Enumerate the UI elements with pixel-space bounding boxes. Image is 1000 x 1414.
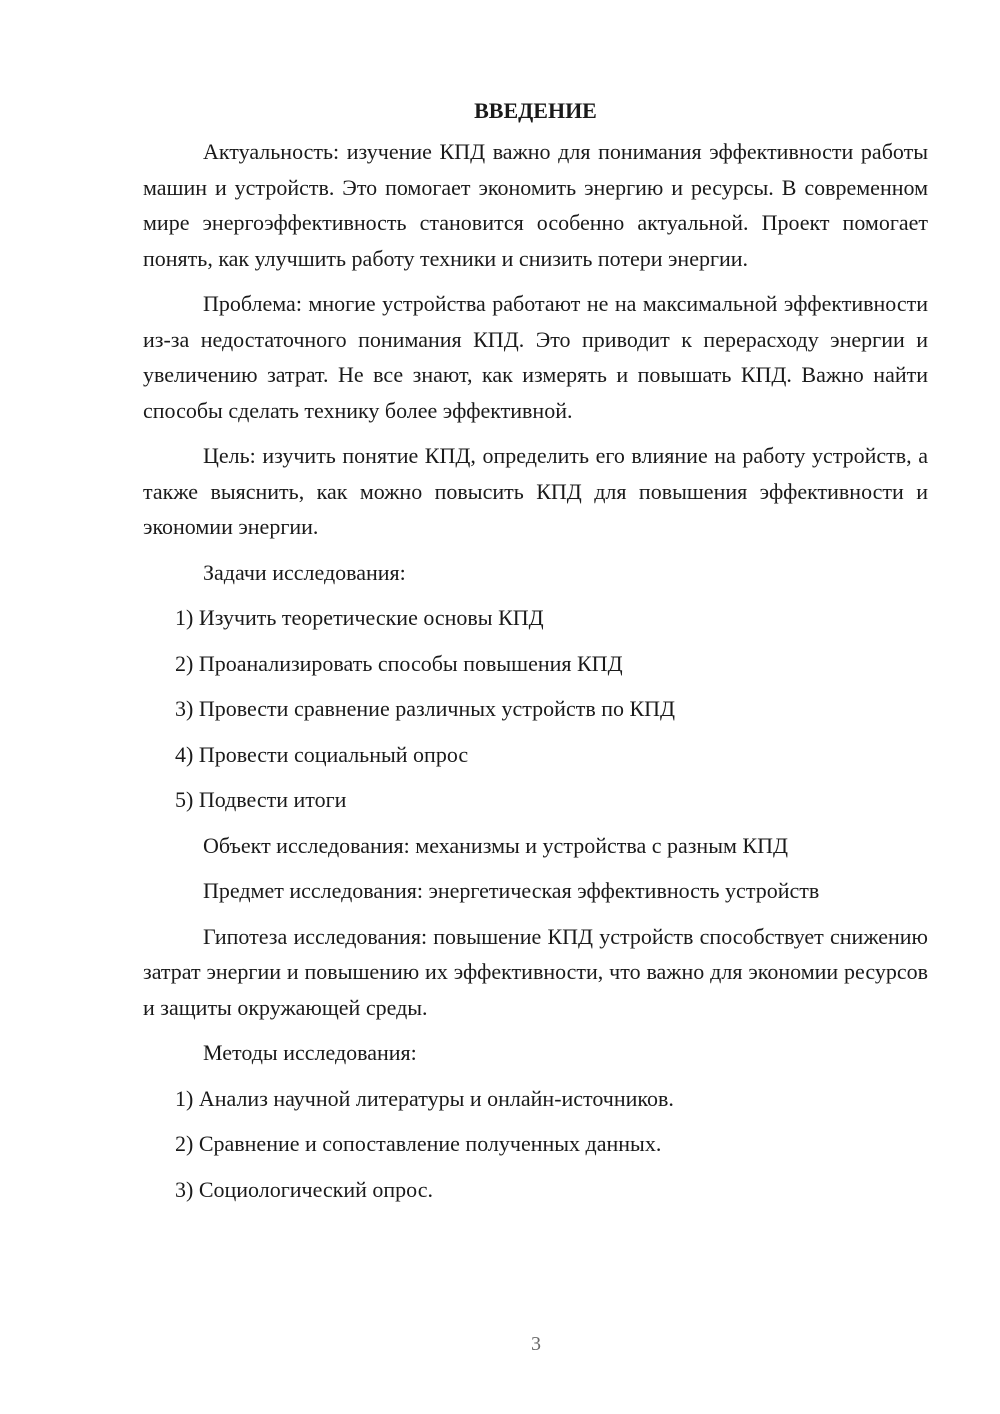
task-item: 2) Проанализировать способы повышения КПД	[175, 650, 623, 676]
task-item: 1) Изучить теоретические основы КПД	[175, 605, 544, 630]
method-item: 1) Анализ научной литературы и онлайн-источников.	[175, 1085, 674, 1111]
task-item: 5) Подвести итоги	[175, 787, 347, 812]
document-body	[143, 94, 928, 1217]
goal-paragraph: Цель: изучить понятие КПД, определить его влияние на работу устройств, а также выяснить, как можно повысить КПД для повышения эффективности и экономии энергии.	[143, 443, 928, 539]
task-item: 4) Провести социальный опрос	[175, 741, 469, 767]
tasks-heading: Задачи исследования:	[203, 559, 406, 585]
research-subject: Предмет исследования: энергетическая эффективность устройств	[203, 878, 820, 903]
research-object: Объект исследования: механизмы и устройства с разным КПД	[203, 832, 788, 858]
hypothesis-paragraph: Гипотеза исследования: повышение КПД устройств способствует снижению затрат энергии и повышению их эффективности, что важно для экономии ресурсов и защиты окружающей среды.	[143, 923, 928, 1020]
page-number: 3	[531, 1333, 541, 1355]
methods-heading: Методы исследования:	[203, 1040, 417, 1065]
task-item: 3) Провести сравнение различных устройств по КПД	[175, 696, 676, 721]
method-item: 3) Социологический опрос.	[175, 1176, 433, 1202]
section-title: ВВЕДЕНИЕ	[474, 98, 597, 123]
method-item: 2) Сравнение и сопоставление полученных данных.	[175, 1131, 662, 1156]
relevance-paragraph: Актуальность: изучение КПД важно для понимания эффективности работы машин и устройств. Это помогает экономить энергию и ресурсы. В современном мире энергоэффективность становится особенно актуальной. Проект помогает понять, как улучшить работу техники и снизить потери энергии.	[143, 139, 928, 271]
problem-paragraph: Проблема: многие устройства работают не на максимальной эффективности из-за недостаточного понимания КПД. Это приводит к перерасходу энергии и увеличению затрат. Не все знают, как измерять и повышать КПД. Важно найти способы сделать технику более эффективной.	[143, 291, 928, 423]
